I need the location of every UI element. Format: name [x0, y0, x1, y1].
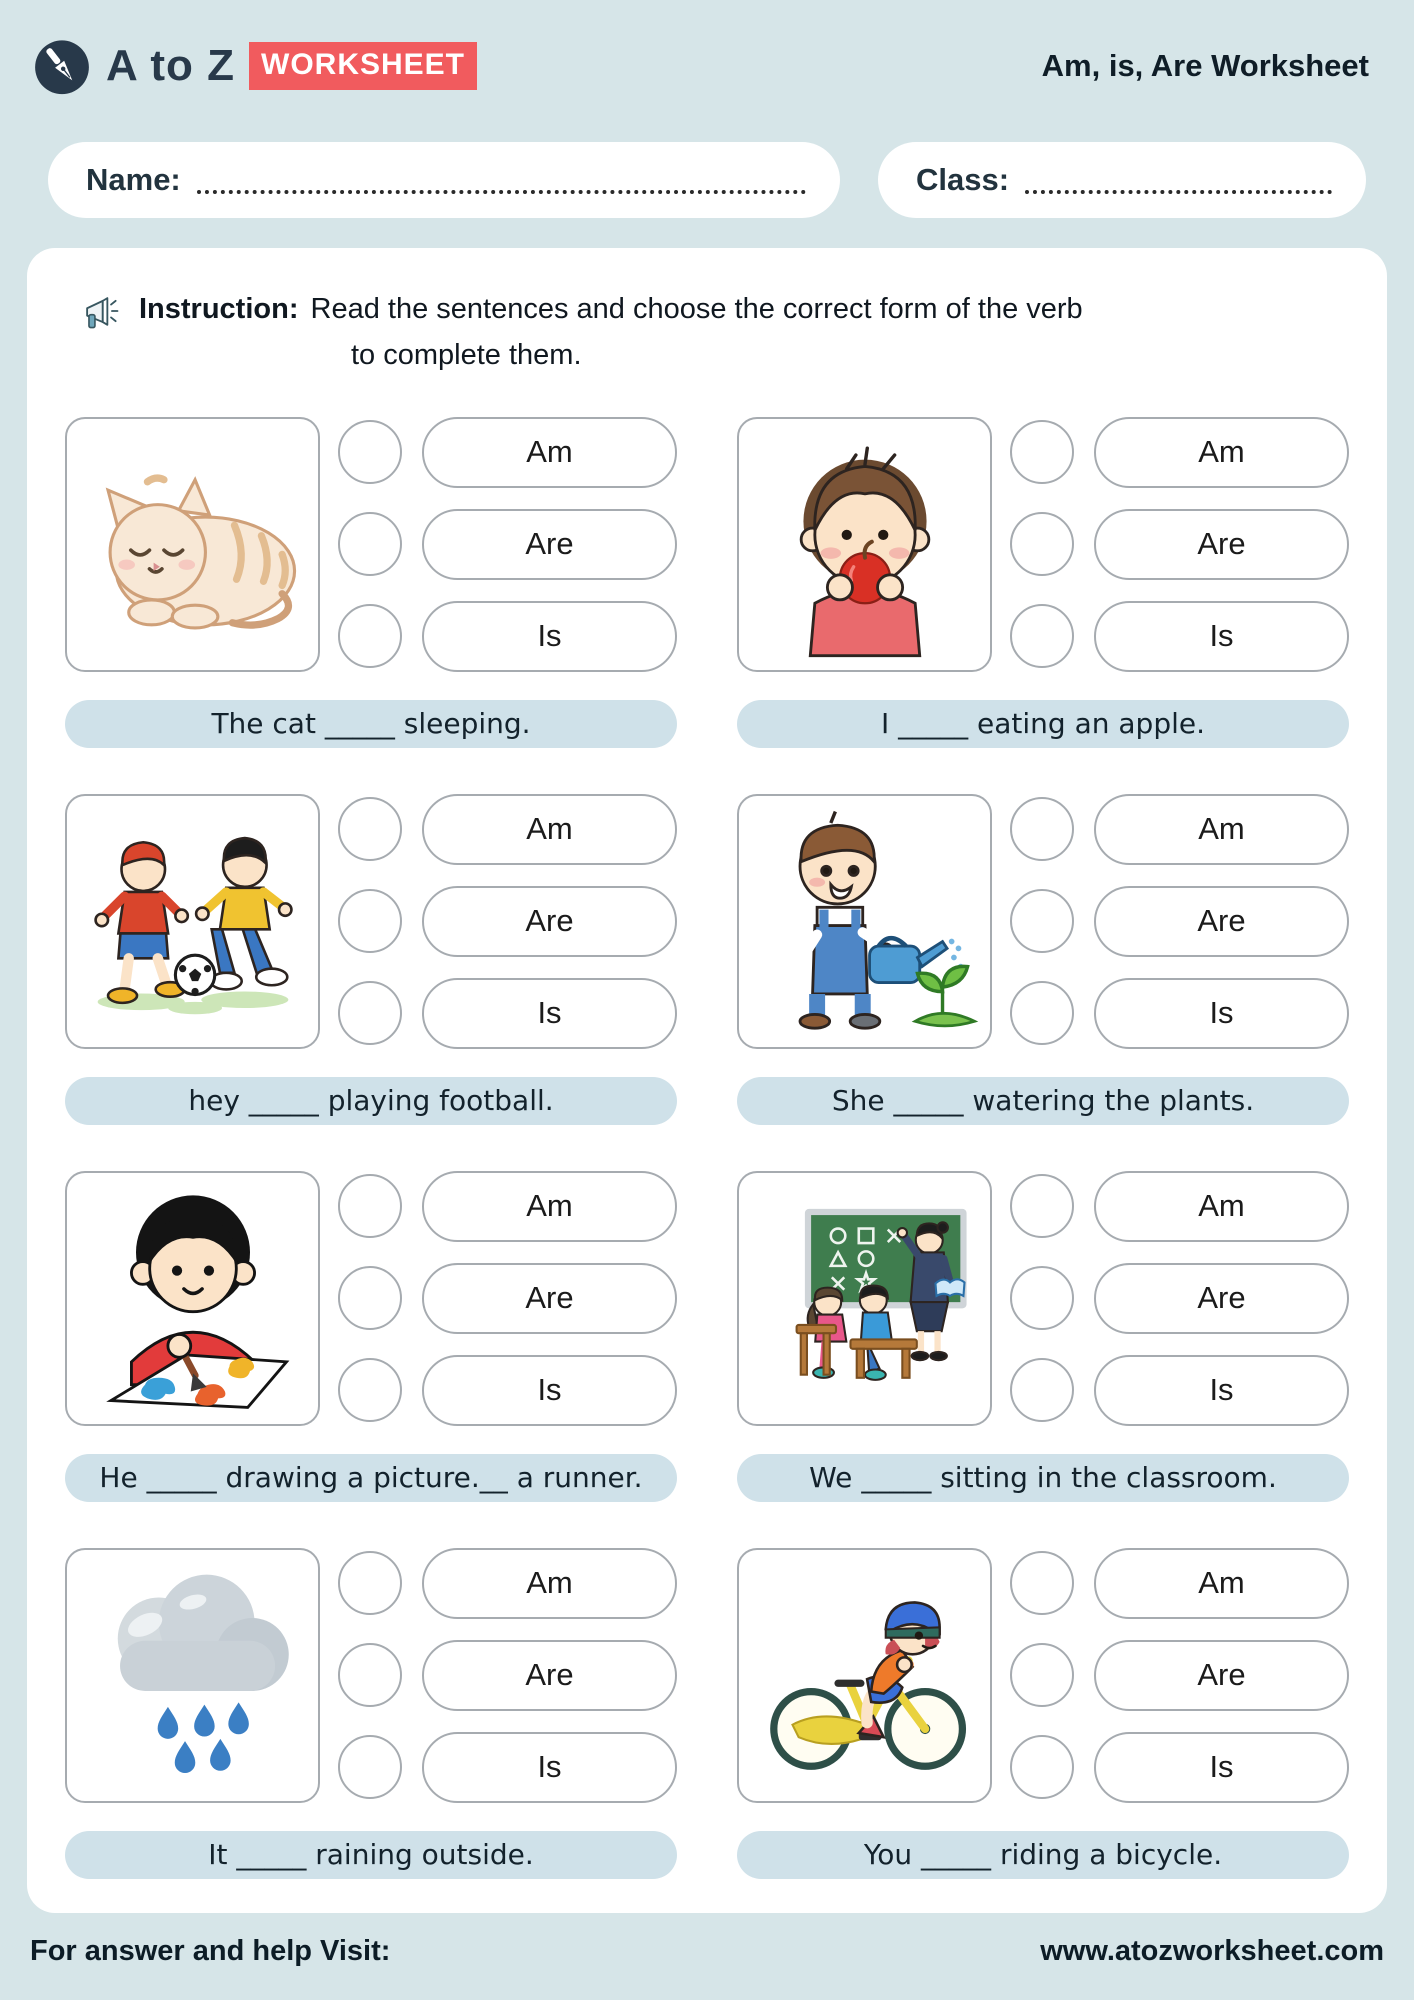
logo-text: A to Z	[106, 41, 235, 90]
q4-sentence: She _____ watering the plants.	[737, 1077, 1349, 1125]
option-row	[338, 1355, 677, 1426]
class-dotted-line[interactable]	[1025, 190, 1332, 194]
page-title: Am, is, Are Worksheet	[1041, 48, 1369, 83]
option-row	[338, 509, 677, 580]
q6-option-are-button[interactable]: Are	[1094, 1263, 1349, 1334]
q4-option-are-button[interactable]: Are	[1094, 886, 1349, 957]
q8-option-are-radio[interactable]	[1010, 1643, 1074, 1707]
question-block	[737, 417, 1349, 748]
q5-option-is-radio[interactable]	[338, 1358, 402, 1422]
options-column	[1010, 1171, 1349, 1426]
option-row	[338, 1171, 677, 1242]
logo	[30, 34, 477, 98]
q4-option-is-radio[interactable]	[1010, 981, 1074, 1045]
boy-watering-plants-image	[737, 794, 992, 1049]
q8-option-am-radio[interactable]	[1010, 1551, 1074, 1615]
q1-sentence: The cat _____ sleeping.	[65, 700, 677, 748]
kids-playing-football-image	[65, 794, 320, 1049]
question-block	[65, 1548, 677, 1879]
q6-option-is-button[interactable]: Is	[1094, 1355, 1349, 1426]
q8-option-am-button[interactable]: Am	[1094, 1548, 1349, 1619]
q2-sentence: I _____ eating an apple.	[737, 700, 1349, 748]
q3-option-am-radio[interactable]	[338, 797, 402, 861]
options-column	[1010, 1548, 1349, 1803]
q6-option-am-radio[interactable]	[1010, 1174, 1074, 1238]
option-row	[1010, 794, 1349, 865]
instruction	[65, 286, 1349, 379]
option-row	[338, 1732, 677, 1803]
boy-riding-bicycle-image	[737, 1548, 992, 1803]
megaphone-icon	[77, 288, 123, 334]
options-column	[338, 1171, 677, 1426]
option-row	[1010, 1732, 1349, 1803]
q6-option-are-radio[interactable]	[1010, 1266, 1074, 1330]
options-column	[338, 1548, 677, 1803]
instruction-label: Instruction:	[139, 293, 299, 325]
question-block	[737, 794, 1349, 1125]
q8-option-are-button[interactable]: Are	[1094, 1640, 1349, 1711]
option-row	[338, 417, 677, 488]
question-block	[65, 417, 677, 748]
q5-option-am-radio[interactable]	[338, 1174, 402, 1238]
q3-option-are-radio[interactable]	[338, 889, 402, 953]
option-row	[1010, 601, 1349, 672]
instruction-line1: Read the sentences and choose the correct form of the verb	[310, 293, 1083, 325]
option-row	[1010, 1355, 1349, 1426]
option-row	[1010, 509, 1349, 580]
class-field[interactable]	[878, 142, 1366, 218]
option-row	[1010, 1171, 1349, 1242]
q4-option-are-radio[interactable]	[1010, 889, 1074, 953]
options-column	[338, 794, 677, 1049]
option-row	[1010, 1263, 1349, 1334]
options-column	[338, 417, 677, 672]
option-row	[1010, 1548, 1349, 1619]
name-label: Name:	[86, 162, 181, 197]
fields-row	[48, 142, 1366, 218]
boy-drawing-image	[65, 1171, 320, 1426]
option-row	[338, 1640, 677, 1711]
q3-option-am-button[interactable]: Am	[422, 794, 677, 865]
option-row	[338, 978, 677, 1049]
q1-option-am-radio[interactable]	[338, 420, 402, 484]
q8-option-is-button[interactable]: Is	[1094, 1732, 1349, 1803]
footer-website-link[interactable]: www.atozworksheet.com	[1040, 1934, 1384, 1967]
rain-cloud-image	[65, 1548, 320, 1803]
logo-badge: WORKSHEET	[249, 42, 477, 90]
option-row	[1010, 417, 1349, 488]
q8-option-is-radio[interactable]	[1010, 1735, 1074, 1799]
q7-option-are-button[interactable]: Are	[422, 1640, 677, 1711]
q4-option-is-button[interactable]: Is	[1094, 978, 1349, 1049]
q5-option-is-button[interactable]: Is	[422, 1355, 677, 1426]
options-column	[1010, 417, 1349, 672]
q4-option-am-radio[interactable]	[1010, 797, 1074, 861]
instruction-line2: to complete them.	[351, 339, 582, 372]
instruction-text	[139, 286, 1083, 379]
header	[0, 0, 1414, 98]
option-row	[1010, 886, 1349, 957]
q5-option-are-radio[interactable]	[338, 1266, 402, 1330]
boy-eating-apple-image	[737, 417, 992, 672]
question-block	[65, 1171, 677, 1502]
q5-option-are-button[interactable]: Are	[422, 1263, 677, 1334]
q3-sentence: hey _____ playing football.	[65, 1077, 677, 1125]
question-block	[737, 1548, 1349, 1879]
q5-option-am-button[interactable]: Am	[422, 1171, 677, 1242]
q2-option-is-button[interactable]: Is	[1094, 601, 1349, 672]
q6-option-is-radio[interactable]	[1010, 1358, 1074, 1422]
q4-option-am-button[interactable]: Am	[1094, 794, 1349, 865]
q3-option-are-button[interactable]: Are	[422, 886, 677, 957]
q7-option-are-radio[interactable]	[338, 1643, 402, 1707]
q7-sentence: It _____ raining outside.	[65, 1831, 677, 1879]
q7-option-is-radio[interactable]	[338, 1735, 402, 1799]
option-row	[338, 1263, 677, 1334]
q1-option-are-button[interactable]: Are	[422, 509, 677, 580]
q8-sentence: You _____ riding a bicycle.	[737, 1831, 1349, 1879]
q1-option-am-button[interactable]: Am	[422, 417, 677, 488]
class-label: Class:	[916, 162, 1010, 197]
name-dotted-line[interactable]	[197, 190, 806, 194]
option-row	[338, 794, 677, 865]
pen-circle-icon	[30, 34, 94, 98]
q3-option-is-button[interactable]: Is	[422, 978, 677, 1049]
option-row	[338, 886, 677, 957]
q1-option-is-button[interactable]: Is	[422, 601, 677, 672]
q7-option-is-button[interactable]: Is	[422, 1732, 677, 1803]
name-field[interactable]	[48, 142, 840, 218]
q7-option-am-button[interactable]: Am	[422, 1548, 677, 1619]
q6-option-am-button[interactable]: Am	[1094, 1171, 1349, 1242]
questions-grid	[65, 417, 1349, 1879]
q2-option-am-radio[interactable]	[1010, 420, 1074, 484]
question-block	[737, 1171, 1349, 1502]
worksheet-panel	[27, 248, 1387, 1913]
q1-option-is-radio[interactable]	[338, 604, 402, 668]
option-row	[338, 1548, 677, 1619]
option-row	[338, 601, 677, 672]
q7-option-am-radio[interactable]	[338, 1551, 402, 1615]
q5-sentence: He _____ drawing a picture.__ a runner.	[65, 1454, 677, 1502]
classroom-image	[737, 1171, 992, 1426]
footer-help-text: For answer and help Visit:	[30, 1934, 391, 1967]
option-row	[1010, 978, 1349, 1049]
q3-option-is-radio[interactable]	[338, 981, 402, 1045]
options-column	[1010, 794, 1349, 1049]
question-block	[65, 794, 677, 1125]
footer	[30, 1935, 1384, 1968]
q2-option-are-button[interactable]: Are	[1094, 509, 1349, 580]
q2-option-is-radio[interactable]	[1010, 604, 1074, 668]
q6-sentence: We _____ sitting in the classroom.	[737, 1454, 1349, 1502]
q1-option-are-radio[interactable]	[338, 512, 402, 576]
option-row	[1010, 1640, 1349, 1711]
sleeping-cat-image	[65, 417, 320, 672]
q2-option-are-radio[interactable]	[1010, 512, 1074, 576]
q2-option-am-button[interactable]: Am	[1094, 417, 1349, 488]
